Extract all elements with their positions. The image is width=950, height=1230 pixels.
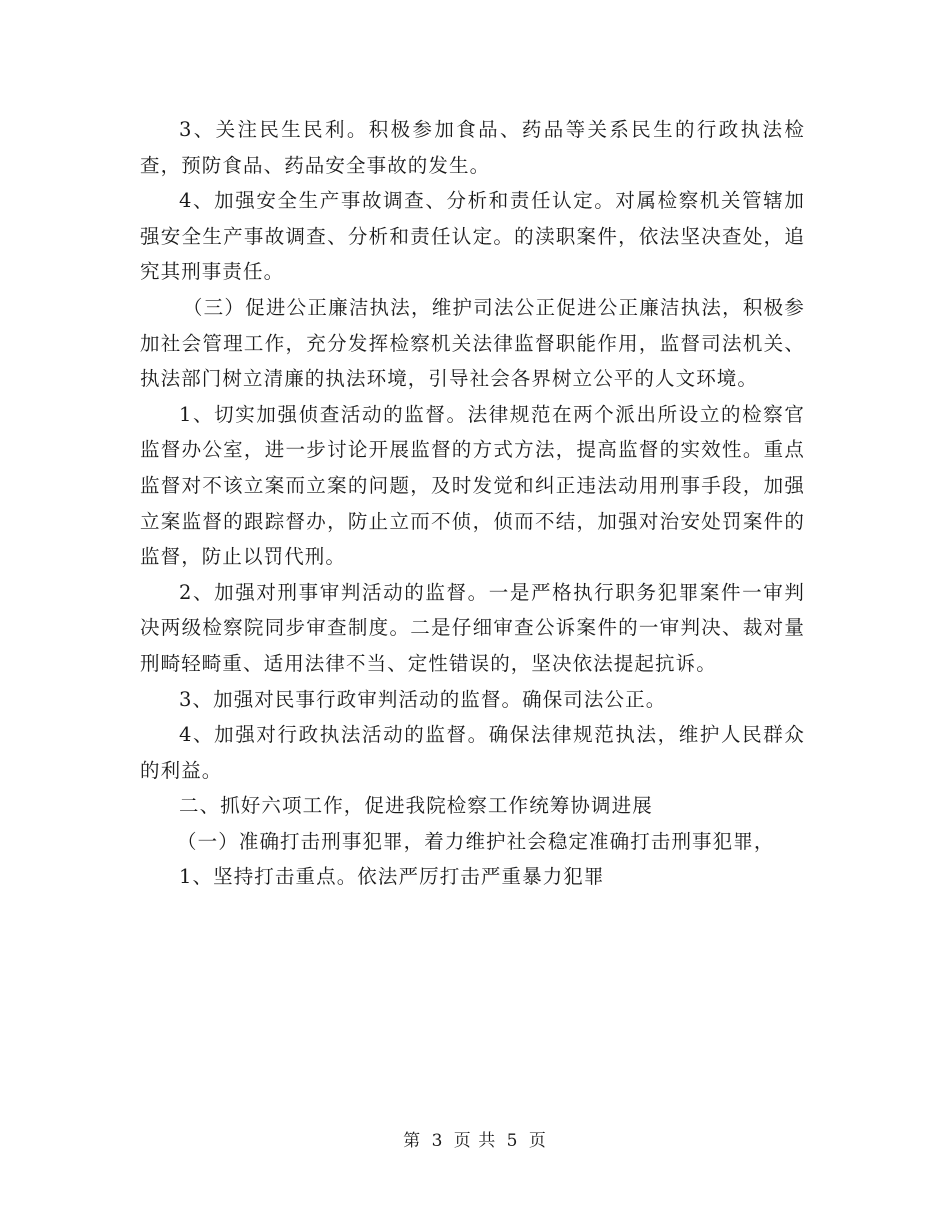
- paragraph-item-4-admin-enforcement: 4、加强对行政执法活动的监督。确保法律规范执法，维护人民群众的利益。: [140, 723, 805, 782]
- page-footer: [0, 1126, 950, 1151]
- paragraph-section-3-heading: （三）促进公正廉洁执法，维护司法公正促进公正廉洁执法，积极参加社会管理工作，充分发挥检察机关法律监督职能作用，监督司法机关、执法部门树立清廉的执法环境，引导社会各界树立公平的人文环境。: [140, 295, 805, 391]
- footer-total-pages: 5: [506, 1131, 519, 1151]
- paragraph-section-1-heading: （一）准确打击刑事犯罪，着力维护社会稳定准确打击刑事犯罪，: [177, 829, 775, 853]
- paragraph-part-2-heading: 二、抓好六项工作，促进我院检察工作统筹协调进展: [179, 794, 653, 818]
- paragraph-item-4-safety: 4、加强安全生产事故调查、分析和责任认定。对属检察机关管辖加强安全生产事故调查、分析和责任认定。的渎职案件，依法坚决查处，追究其刑事责任。: [140, 189, 805, 284]
- footer-current-page: 3: [431, 1131, 444, 1151]
- paragraph-item-1-investigation: 1、切实加强侦查活动的监督。法律规范在两个派出所设立的检察官监督办公室，进一步讨论开展监督的方式方法，提高监督的实效性。重点监督对不该立案而立案的问题，及时发觉和纠正违法动用刑事手段，加强立案监督的跟踪督办，防止立而不侦，侦而不结，加强对治安处罚案件的监督，防止以罚代刑。: [140, 402, 805, 569]
- paragraph-item-1-key-crimes: 1、坚持打击重点。依法严厉打击严重暴力犯罪: [179, 865, 605, 889]
- paragraph-item-2-criminal-trial: 2、加强对刑事审判活动的监督。一是严格执行职务犯罪案件一审判决两级检察院同步审查制度。二是仔细审查公诉案件的一审判决、裁对量刑畸轻畸重、适用法律不当、定性错误的，坚决依法提起抗诉。: [140, 580, 805, 675]
- paragraph-item-3-civil-trial: 3、加强对民事行政审判活动的监督。确保司法公正。: [179, 687, 667, 711]
- footer-mid: 页 共: [453, 1131, 497, 1151]
- paragraph-item-3-livelihood: 3、关注民生民利。积极参加食品、药品等关系民生的行政执法检查，预防食品、药品安全事故的发生。: [140, 118, 805, 177]
- footer-suffix: 页: [528, 1131, 547, 1151]
- footer-prefix: 第: [403, 1131, 422, 1151]
- document-body: [140, 112, 805, 895]
